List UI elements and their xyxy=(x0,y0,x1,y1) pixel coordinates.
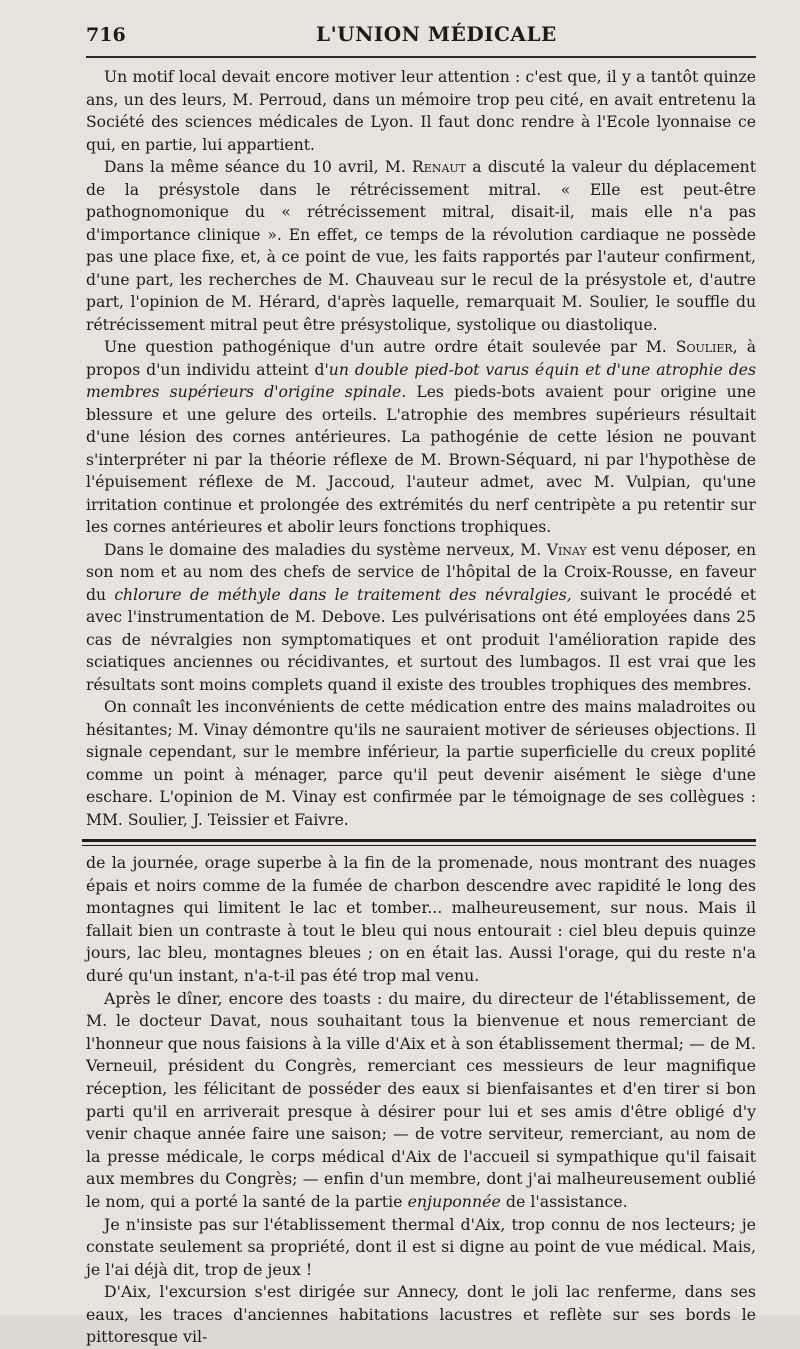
running-header xyxy=(86,22,756,52)
author-name-vinay: Vinay xyxy=(546,540,587,559)
header-rule xyxy=(86,56,756,58)
paragraph-soulier: Une question pathogénique d'un autre ordre était soulevée par M. Soulier, à propos d'un individu atteint d'un double pied-bot varus équin et d'une atrophie des membres supérieurs d'origine spinale. Les pieds-bots avaient pour origine une blessure et une gelure des orteils. L'atrophie des membres supérieurs résultait d'une lésion des cornes antérieures. La pathogénie de cette lésion ne pouvant s'interpréter ni par la théorie réflexe de M. Brown-Séquard, ni par l'hypothèse de l'épuisement réflexe de M. Jaccoud, l'auteur admet, avec M. Vulpian, qu'une irritation continue et prolongée des extrémités du nerf centripète a pu retentir sur les cornes antérieures et abolir leurs fonctions trophiques. xyxy=(86,338,756,536)
paragraph-annecy: D'Aix, l'excursion s'est dirigée sur Annecy, dont le joli lac renferme, dans ses eaux, les traces d'anciennes habitations lacustres et reflète sur ses bords le pittoresque vil- xyxy=(86,1282,756,1347)
article-section-lyon xyxy=(86,66,756,831)
italic-enjuponnee: enjuponnée xyxy=(407,1191,501,1211)
paragraph-vinay: Dans le domaine des maladies du système nerveux, M. Vinay est venu déposer, en son nom et au nom des chefs de service de l'hôpital de la Croix-Rousse, en faveur du chlorure de méthyle dans le traitement des névralgies, suivant le procédé et avec l'instrumentation de M. Debove. Les pulvérisations ont été employées dans 25 cas de névralgies non symptomatiques et ont produit l'amélioration rapide des sciatiques anciennes ou récidivantes, et surtout des lumbagos. Il est vrai que les résultats sont moins complets quand il existe des troubles trophiques des membres. xyxy=(86,540,756,694)
paragraph-etablissement: Je n'insiste pas sur l'établissement thermal d'Aix, trop connu de nos lecteurs; je constate seulement sa propriété, dont il est si digne au point de vue médical. Mais, je l'ai déjà dit, trop de jeux ! xyxy=(86,1214,756,1279)
page-number: 716 xyxy=(86,24,126,46)
author-name-soulier: Soulier xyxy=(675,338,733,356)
author-name-renaut: Renaut xyxy=(412,158,466,176)
feuilleton-section xyxy=(86,852,756,1349)
journal-title: L'UNION MÉDICALE xyxy=(316,22,557,46)
italic-case-title: un double pied-bot varus équin et d'une atrophie des membres supérieurs d'origine spinale. xyxy=(86,360,756,401)
feuilleton-separator xyxy=(82,839,756,846)
paragraph-orage: de la journée, orage superbe à la fin de la promenade, nous montrant des nuages épais et noirs comme de la fumée de charbon descendre avec rapidité le long des montagnes qui limitent le lac et tomber... malheureusement, sur nous. Mais il fallait bien un contraste à tout le bleu qui nous entourait : ciel bleu depuis quinze jours, lac bleu, montagnes bleues ; on en était las. Aussi l'orage, qui du reste n'a duré qu'un instant, n'a-t-il pas été trop mal venu. xyxy=(86,853,756,985)
paragraph-renaut: Dans la même séance du 10 avril, M. Renaut a discuté la valeur du déplacement de la présystole dans le rétrécissement mitral. « Elle est peut-être pathognomonique du « rétrécissement mitral, disait-il, mais elle n'a pas d'importance clinique ». En effet, ce temps de la révolution cardiaque ne possède pas une place fixe, et, à ce point de vue, les faits rapportés par l'auteur confirment, d'une part, les recherches de M. Chauveau sur le recul de la présystole et, d'autre part, l'opinion de M. Hérard, d'après laquelle, remarquait M. Soulier, le souffle du rétrécissement mitral peut être présystolique, systolique ou diastolique. xyxy=(86,158,756,334)
paragraph-toasts: Après le dîner, encore des toasts : du maire, du directeur de l'établissement, de M. le docteur Davat, nous souhaitant tous la bienvenue et nous remerciant de l'honneur que nous faisions à la ville d'Aix et à son établissement thermal; — de M. Verneuil, président du Congrès, remerciant ces messieurs de leur magnifique réception, les félicitant de posséder des eaux si bienfaisantes et d'en tirer si bon parti qu'il en arriverait presque à désirer pour lui et ses amis d'être obligé d'y venir chaque année faire une saison; — de votre serviteur, remerciant, au nom de la presse médicale, le corps médical d'Aix de l'accueil si sympathique qu'il faisait aux membres du Congrès; — enfin d'un membre, dont j'ai malheureusement oublié le nom, qui a porté la santé de la partie enjuponnée de l'assistance. xyxy=(86,988,756,1211)
paragraph-perroud: Un motif local devait encore motiver leur attention : c'est que, il y a tantôt quinze ans, un des leurs, M. Perroud, dans un mémoire trop peu cité, en avait entretenu la Société des sciences médicales de Lyon. Il faut donc rendre à l'Ecole lyonnaise ce qui, en partie, lui appartient. xyxy=(86,68,756,154)
paragraph-medication: On connaît les inconvénients de cette médication entre des mains maladroites ou hésitantes; M. Vinay démontre qu'ils ne sauraient motiver de sérieuses objections. Il signale cependant, sur le membre inférieur, la partie superficielle du creux poplité comme un point à ménager, parce qu'il peut devenir aisément le siège d'une eschare. L'opinion de M. Vinay est confirmée par le témoignage de ses collègues : MM. Soulier, J. Teissier et Faivre. xyxy=(86,698,757,829)
italic-treatment-title: chlorure de méthyle dans le traitement des névralgies, xyxy=(114,585,572,604)
